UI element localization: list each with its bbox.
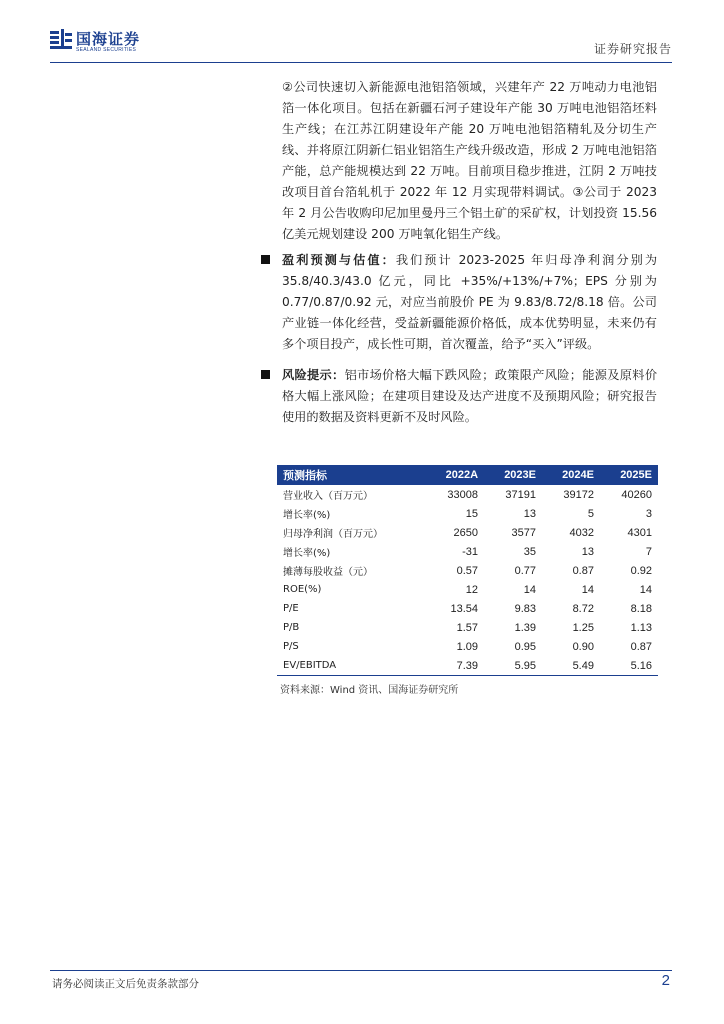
page-number: 2 (661, 972, 670, 989)
table-cell: 3 (645, 507, 652, 520)
table-cell: 13.54 (450, 602, 479, 615)
table-cell: 8.18 (630, 602, 652, 615)
table-header-cell: 2023E (484, 465, 542, 485)
table-cell: 5.16 (600, 656, 658, 676)
table-cell: ROE(%) (283, 584, 322, 595)
logo-name: 国海证券 (76, 30, 141, 48)
company-logo (50, 28, 140, 49)
table-cell: 0.95 (514, 640, 536, 653)
table-header-cell: 2024E (542, 465, 600, 485)
table-cell: 0.87 (630, 640, 652, 653)
table-cell: 4301 (627, 526, 652, 539)
table-cell: 14 (581, 583, 594, 596)
table-cell: 39172 (563, 488, 594, 501)
table-cell: 0.90 (572, 640, 594, 653)
table-cell: 0.77 (514, 564, 536, 577)
table-cell: 2650 (453, 526, 479, 539)
table-header-cell: 预测指标 (277, 465, 425, 485)
table-row (277, 618, 658, 637)
risk-text: 铝市场价格大幅下跌风险；政策限产风险；能源及原料价格大幅上涨风险；在建项目建设及达产进度不及预期风险；研究报告使用的数据及资料更新不及时风险。 (282, 368, 658, 424)
table-cell: 归母净利润（百万元） (283, 529, 383, 540)
risk-section (282, 365, 657, 428)
table-cell: 7.39 (425, 656, 484, 676)
table-cell: 40260 (621, 488, 652, 501)
table-cell: 13 (581, 545, 594, 558)
table-cell: 33008 (447, 488, 479, 501)
table-cell: 1.57 (456, 621, 479, 634)
forecast-section (282, 250, 657, 355)
table-header-cell: 2025E (600, 465, 658, 485)
table-cell: -31 (462, 545, 479, 558)
table-cell: 0.92 (630, 564, 652, 577)
table-header-cell: 2022A (425, 465, 484, 485)
table-cell: P/B (283, 622, 300, 633)
table-cell: 13 (523, 507, 536, 520)
table-cell: 1.13 (630, 621, 652, 634)
table-row (277, 523, 658, 542)
table-cell: 摊薄每股收益（元） (283, 567, 373, 578)
table-row (277, 656, 658, 676)
table-row (277, 599, 658, 618)
table-row (277, 580, 658, 599)
table-cell: 3577 (511, 526, 536, 539)
table-cell: 5 (587, 507, 594, 520)
footer-disclaimer: 请务必阅读正文后免责条款部分 (52, 978, 199, 990)
table-cell: EV/EBITDA (277, 656, 425, 676)
table-cell: 营业收入（百万元） (283, 491, 373, 502)
table-row (277, 561, 658, 580)
table-cell: 1.09 (456, 640, 479, 653)
table-cell: 增长率(%) (283, 510, 331, 521)
table-cell: 5.49 (542, 656, 600, 676)
table-cell: 1.39 (514, 621, 536, 634)
project-text: ②公司快速切入新能源电池铝箔领域，兴建年产 22 万吨动力电池铝箔一体化项目。包括在新疆石河子建设年产能 30 万吨电池铝箔坯料生产线；在江苏江阴建设年产能 20 万吨电池铝箔精轧及分切生产线、并将原江阴新仁铝业铝箔生产线升级改造，形成 2 万吨电池铝箔产能，总产能规模达到 22 万吨。目前项目稳步推进，江阴 2 万吨技改项目首台箔轧机于 2022 年 12 月实现带料调试。③公司于 2023 年 2 月公告收购印尼加里曼丹三个铝土矿的采矿权，计划投资 15.56 亿美元规划建设 200 万吨氧化铝生产线。 (282, 80, 657, 241)
table-cell: 14 (523, 583, 536, 596)
header-divider (50, 62, 672, 63)
bullet-square-icon (261, 255, 270, 264)
table-source-note: 资料来源：Wind 资讯、国海证券研究所 (280, 685, 459, 696)
table-cell: 4032 (569, 526, 594, 539)
table-cell: 15 (465, 507, 479, 520)
table-cell: 1.25 (572, 621, 594, 634)
table-row (277, 485, 658, 504)
risk-heading: 风险提示： (282, 368, 345, 382)
table-cell: 8.72 (572, 602, 594, 615)
sealand-logo-icon (50, 29, 72, 49)
bullet-square-icon (261, 370, 270, 379)
table-cell: P/E (283, 603, 299, 614)
table-cell: 9.83 (514, 602, 536, 615)
forecast-heading: 盈利预测与估值： (282, 253, 396, 267)
table-row (277, 504, 658, 523)
table-row (277, 542, 658, 561)
table-cell: 7 (645, 545, 652, 558)
table-cell: 0.57 (456, 564, 479, 577)
table-cell: 增长率(%) (283, 548, 331, 559)
table-cell: P/S (283, 641, 299, 652)
table-cell: 37191 (505, 488, 536, 501)
table-cell: 5.95 (484, 656, 542, 676)
table-header-row (277, 465, 658, 485)
project-paragraph (282, 77, 657, 245)
table-row (277, 637, 658, 656)
forecast-text: 我们预计 2023-2025 年归母净利润分别为 35.8/40.3/43.0 亿元，同比 +35%/+13%/+7%；EPS 分别为 0.77/0.87/0.92 元，对应当前股价 PE 为 9.83/8.72/8.18 倍。公司产业链一体化经营，受益新疆能源价格低，成本优势明显，未来仍有多个项目投产，成长性可期，首次覆盖，给予“买入”评级。 (282, 253, 658, 351)
report-type: 证券研究报告 (593, 42, 672, 56)
table-cell: 12 (465, 583, 479, 596)
forecast-table (277, 465, 658, 676)
footer-divider (50, 970, 672, 971)
logo-english-name: SEALAND SECURITIES (76, 47, 137, 53)
table-cell: 0.87 (572, 564, 594, 577)
table-cell: 14 (639, 583, 652, 596)
table-cell: 35 (523, 545, 536, 558)
